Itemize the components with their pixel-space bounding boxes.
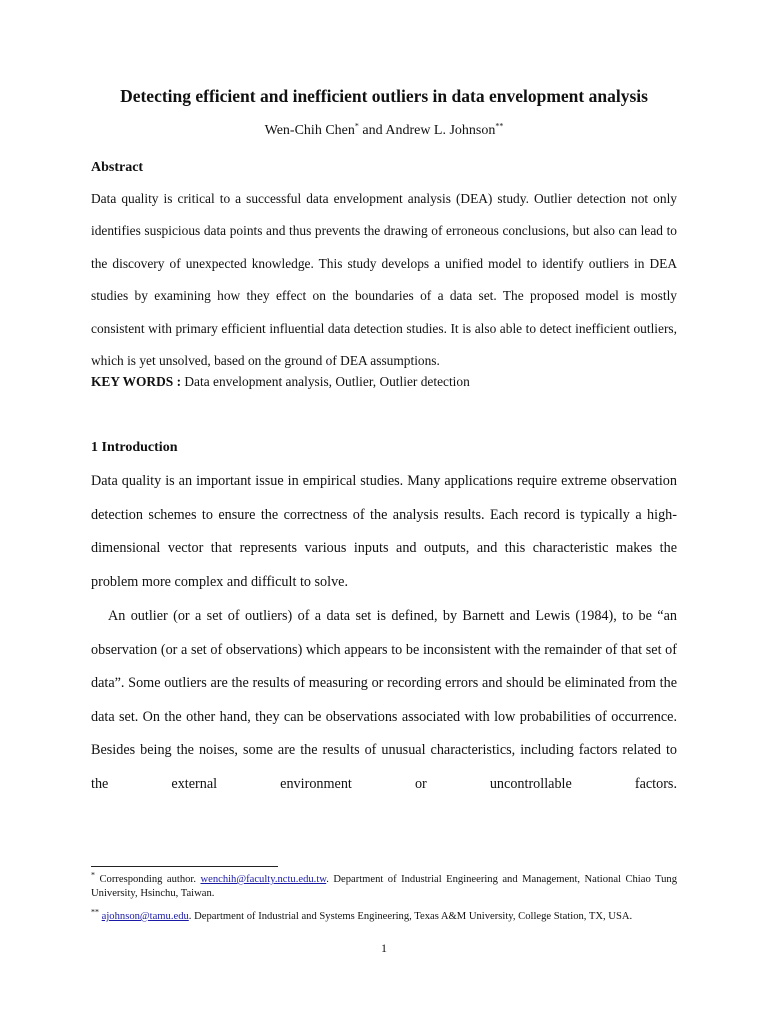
abstract-heading: Abstract	[91, 160, 144, 175]
keywords-list: Data envelopment analysis, Outlier, Outlier detection	[181, 374, 470, 389]
page-number: 1	[381, 941, 387, 955]
section-heading-introduction: 1 Introduction	[91, 440, 178, 455]
author-name: Andrew L. Johnson	[385, 123, 496, 138]
footnote-marker: **	[91, 907, 99, 917]
paper-title: Detecting efficient and inefficient outliers in data envelopment analysis	[120, 86, 648, 106]
email-link[interactable]: wenchih@faculty.nctu.edu.tw	[200, 874, 327, 885]
footnote-marker: *	[91, 870, 95, 880]
author-line	[60, 121, 708, 141]
abstract-body: Data quality is critical to a successful data envelopment analysis (DEA) study. Outlier detection not only identifies suspicious data points and thus prevents the drawing of erroneous conclusions, but also can lead to the discovery of unexpected knowledge. This study develops a unified model to identify outliers in DEA studies by examining how they effect on the boundaries of a data set. The proposed model is mostly consistent with primary efficient influential data detection studies. It is also able to detect inefficient outliers, which is yet unsolved, based on the ground of DEA assumptions.	[91, 191, 677, 369]
footnote-text: Corresponding author.	[95, 874, 201, 885]
author-name: Wen-Chih Chen	[264, 123, 355, 138]
email-link[interactable]: ajohnson@tamu.edu	[101, 911, 189, 922]
footnote	[91, 870, 678, 901]
footnote-marker: *	[354, 121, 359, 131]
footnote	[91, 907, 677, 924]
footnote-text: . Department of Industrial and Systems Engineering, Texas A&M University, College Station, TX, USA.	[188, 911, 633, 922]
keywords-line	[91, 373, 470, 391]
footnote-marker: **	[495, 121, 504, 131]
author-conjunction: and	[358, 123, 386, 138]
footnote-text: . Department of Industrial Engineering and Management, National Chiao Tung University, Hsinchu, Taiwan.	[91, 874, 678, 899]
paragraph: An outlier (or a set of outliers) of a data set is defined, by Barnett and Lewis (1984), to be “an observation (or a set of observations) which appears to be inconsistent with the remainder of that set of data”. Some outliers are the results of measuring or recording errors and should be eliminated from the data set. On the other hand, they can be observations associated with low probabilities of occurrence. Besides being the noises, some are the results of unusual characteristics, including factors related to the external environment or uncontrollable factors.	[91, 608, 677, 792]
footnote-divider	[91, 866, 278, 867]
keywords-label: KEY WORDS :	[91, 374, 182, 389]
paragraph: Data quality is an important issue in empirical studies. Many applications require extreme observation detection schemes to ensure the correctness of the analysis results. Each record is typically a high-dimensional vector that represents various inputs and outputs, and this characteristic makes the problem more complex and difficult to solve.	[91, 473, 677, 591]
